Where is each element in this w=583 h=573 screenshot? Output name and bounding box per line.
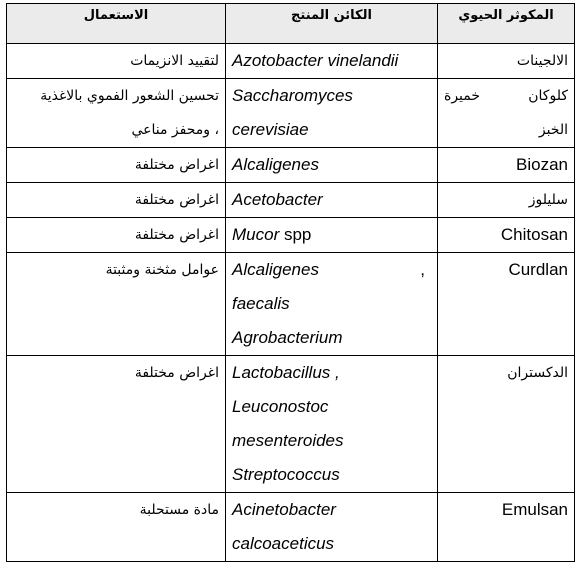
use-text: ، ومحفز مناعي	[131, 122, 219, 138]
use-cell	[7, 253, 226, 356]
organism-name: Agrobacterium	[232, 328, 343, 347]
organism-name	[232, 218, 431, 252]
table-row	[7, 44, 575, 79]
polymer-name: الخبز	[538, 122, 568, 138]
organism-name: Acetobacter	[232, 190, 323, 209]
use-text: تحسين الشعور الفموي بالاغذية	[40, 88, 219, 104]
organism-cell	[226, 44, 438, 79]
organism-name: Acinetobacter	[232, 500, 336, 519]
use-text: مادة مستحلبة	[139, 502, 219, 518]
table-row	[7, 183, 575, 218]
use-cell	[7, 493, 226, 562]
table-row	[7, 356, 575, 493]
use-cell	[7, 79, 226, 148]
use-cell	[7, 148, 226, 183]
organism-name: Streptococcus	[232, 465, 340, 484]
use-cell	[7, 44, 226, 79]
organism-cell	[226, 218, 438, 253]
organism-name: Alcaligenes	[232, 155, 319, 174]
polymer-name: Emulsan	[501, 500, 568, 519]
polymer-name: سليلوز	[528, 192, 568, 208]
use-cell	[7, 183, 226, 218]
organism-name: Saccharomyces	[232, 86, 353, 105]
organism-name: cerevisiae	[232, 120, 309, 139]
organism-cell	[226, 183, 438, 218]
polymer-cell	[438, 493, 575, 562]
polymer-cell	[438, 218, 575, 253]
use-text: عوامل مثخنة ومثبتة	[105, 262, 219, 278]
organism-name: Lactobacillus ,	[232, 363, 340, 382]
organism-name: calcoaceticus	[232, 534, 335, 553]
polymer-cell	[438, 148, 575, 183]
table-header-row	[7, 4, 575, 44]
table-row	[7, 253, 575, 356]
organism-genus: Mucor	[232, 225, 280, 244]
polymer-name: كلوكان خميرة	[444, 88, 568, 104]
use-text: اغراض مختلفة	[134, 192, 219, 208]
polymer-name: Curdlan	[508, 260, 568, 279]
use-text: اغراض مختلفة	[134, 227, 219, 243]
organism-cell	[226, 493, 438, 562]
use-text: لتقييد الانزيمات	[130, 53, 219, 69]
organism-cell	[226, 79, 438, 148]
organism-name: Leuconostoc	[232, 397, 329, 416]
polymer-cell	[438, 356, 575, 493]
organism-name	[232, 253, 431, 287]
table-row	[7, 148, 575, 183]
polymer-cell	[438, 183, 575, 218]
polymer-name: الالجينات	[516, 53, 568, 69]
table-row	[7, 218, 575, 253]
polymer-name: الدكستران	[507, 365, 568, 381]
organism-cell	[226, 148, 438, 183]
use-text: اغراض مختلفة	[134, 365, 219, 381]
organism-name: mesenteroides	[232, 431, 344, 450]
organism-species-suffix: spp	[279, 225, 312, 244]
polymer-name: Biozan	[516, 155, 568, 174]
header-polymer: المكوثر الحيوي	[438, 4, 575, 44]
polymer-cell	[438, 79, 575, 148]
use-cell	[7, 356, 226, 493]
polymer-cell	[438, 253, 575, 356]
table-row	[7, 79, 575, 148]
organism-name: faecalis	[232, 294, 290, 313]
biopolymer-table	[6, 3, 575, 562]
polymer-cell	[438, 44, 575, 79]
organism-cell	[226, 356, 438, 493]
polymer-name: Chitosan	[500, 225, 568, 244]
use-cell	[7, 218, 226, 253]
table-row	[7, 493, 575, 562]
use-text: اغراض مختلفة	[134, 157, 219, 173]
organism-name-text: Alcaligenes	[232, 260, 319, 279]
organism-name: Azotobacter vinelandii	[232, 51, 399, 70]
header-use: الاستعمال	[7, 4, 226, 44]
organism-separator: ,	[420, 260, 425, 279]
header-organism: الكائن المنتج	[226, 4, 438, 44]
organism-cell	[226, 253, 438, 356]
